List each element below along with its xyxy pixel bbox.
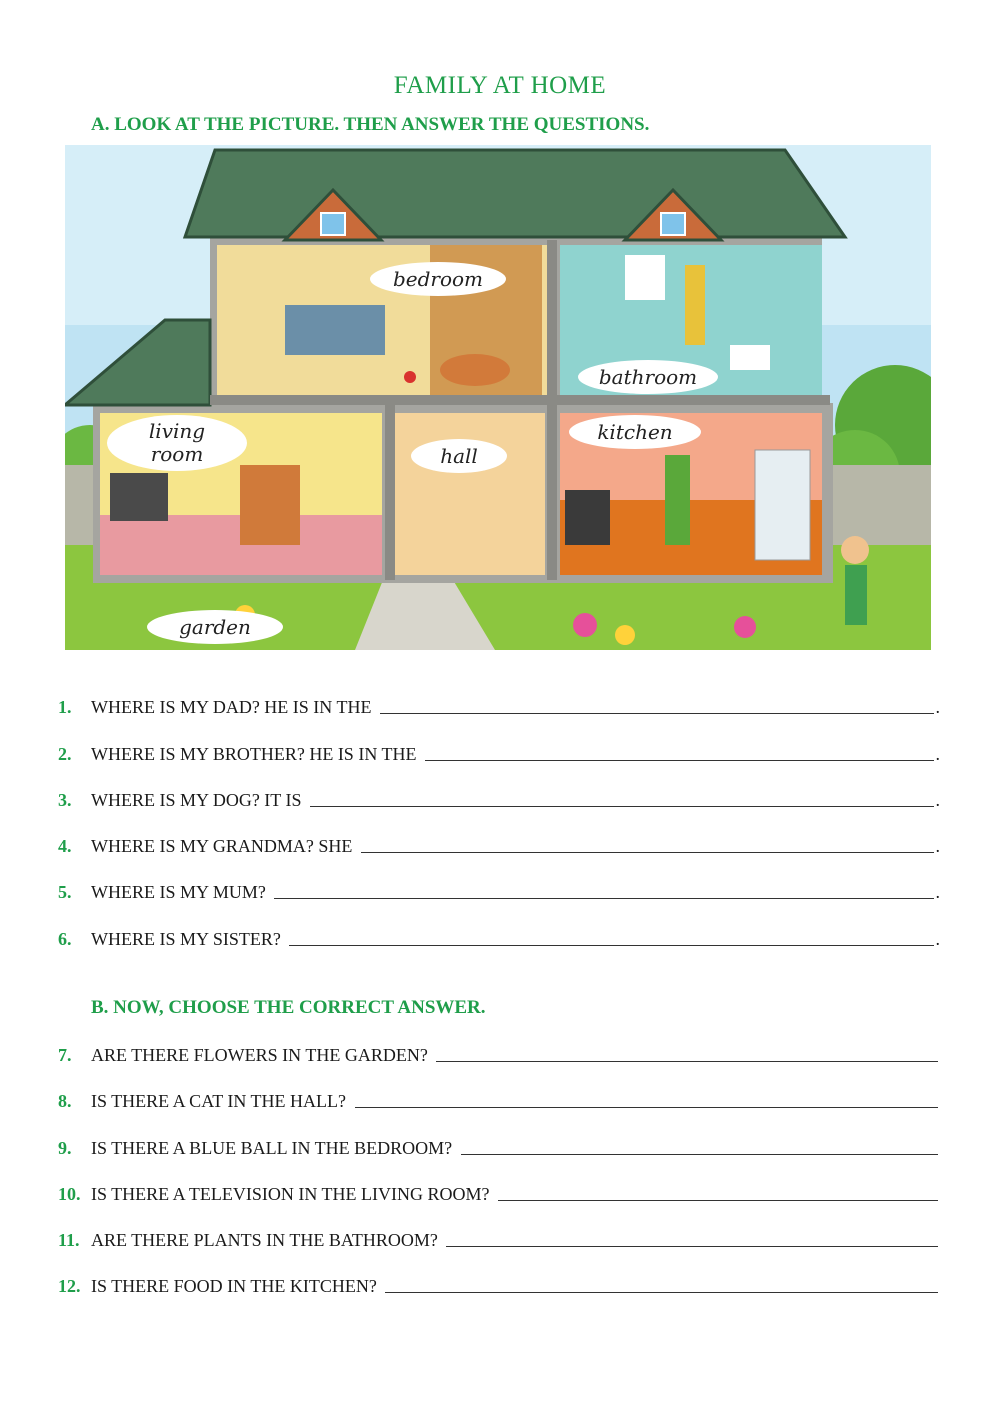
answer-line[interactable] — [355, 1107, 939, 1108]
question-number: 12. — [58, 1276, 81, 1296]
section-b-heading: B. NOW, CHOOSE THE CORRECT ANSWER. — [91, 997, 486, 1018]
question-text: IS THERE A CAT IN THE HALL? — [91, 1091, 351, 1111]
question-number: 4. — [58, 836, 72, 856]
question-text: WHERE IS MY BROTHER? HE IS IN THE — [91, 744, 421, 764]
question-text: WHERE IS MY SISTER? — [91, 929, 286, 949]
label-garden: garden — [179, 615, 251, 639]
label-kitchen: kitchen — [597, 420, 673, 444]
question-row — [58, 785, 940, 811]
label-hall: hall — [440, 444, 478, 468]
question-text: WHERE IS MY DOG? IT IS — [91, 790, 306, 810]
question-text: IS THERE A TELEVISION IN THE LIVING ROOM? — [91, 1184, 494, 1204]
answer-line[interactable] — [446, 1246, 938, 1247]
answer-line[interactable] — [498, 1200, 938, 1201]
question-number: 3. — [58, 790, 72, 810]
question-row — [58, 739, 940, 765]
answer-line[interactable] — [425, 760, 934, 761]
question-row — [58, 1133, 940, 1159]
question-row — [58, 1179, 940, 1205]
question-number: 5. — [58, 882, 72, 902]
question-text: WHERE IS MY GRANDMA? SHE — [91, 836, 357, 856]
end-period: . — [935, 882, 940, 902]
label-room: room — [150, 442, 204, 466]
question-row — [58, 1040, 940, 1066]
answer-line[interactable] — [436, 1061, 938, 1062]
question-row — [58, 1271, 940, 1297]
question-row — [58, 1086, 940, 1112]
end-period: . — [935, 790, 940, 810]
answer-line[interactable] — [274, 898, 933, 899]
answer-line[interactable] — [461, 1154, 938, 1155]
question-text: IS THERE A BLUE BALL IN THE BEDROOM? — [91, 1138, 457, 1158]
question-text: WHERE IS MY MUM? — [91, 882, 271, 902]
section-a-heading: A. LOOK AT THE PICTURE. THEN ANSWER THE QUESTIONS. — [91, 114, 650, 135]
answer-line[interactable] — [380, 713, 934, 714]
question-row — [58, 924, 940, 950]
answer-line[interactable] — [385, 1292, 938, 1293]
question-row — [58, 831, 940, 857]
question-text: ARE THERE FLOWERS IN THE GARDEN? — [91, 1045, 433, 1065]
question-number: 11. — [58, 1230, 80, 1250]
end-period: . — [935, 697, 940, 717]
label-bedroom: bedroom — [392, 267, 484, 291]
question-number: 2. — [58, 744, 72, 764]
end-period: . — [935, 929, 940, 949]
question-number: 6. — [58, 929, 72, 949]
house-picture — [65, 145, 931, 650]
worksheet-title: FAMILY AT HOME — [393, 72, 607, 99]
end-period: . — [935, 744, 940, 764]
end-period: . — [935, 836, 940, 856]
question-text: ARE THERE PLANTS IN THE BATHROOM? — [91, 1230, 443, 1250]
question-number: 1. — [58, 697, 72, 717]
answer-line[interactable] — [310, 806, 934, 807]
label-bathroom: bathroom — [598, 365, 698, 389]
question-number: 8. — [58, 1091, 72, 1111]
question-number: 9. — [58, 1138, 72, 1158]
question-row — [58, 1225, 940, 1251]
answer-line[interactable] — [289, 945, 933, 946]
question-text: IS THERE FOOD IN THE KITCHEN? — [91, 1276, 382, 1296]
label-living: living — [148, 419, 206, 443]
question-row — [58, 692, 940, 718]
question-number: 10. — [58, 1184, 81, 1204]
question-row — [58, 877, 940, 903]
answer-line[interactable] — [361, 852, 934, 853]
question-text: WHERE IS MY DAD? HE IS IN THE — [91, 697, 376, 717]
question-number: 7. — [58, 1045, 72, 1065]
